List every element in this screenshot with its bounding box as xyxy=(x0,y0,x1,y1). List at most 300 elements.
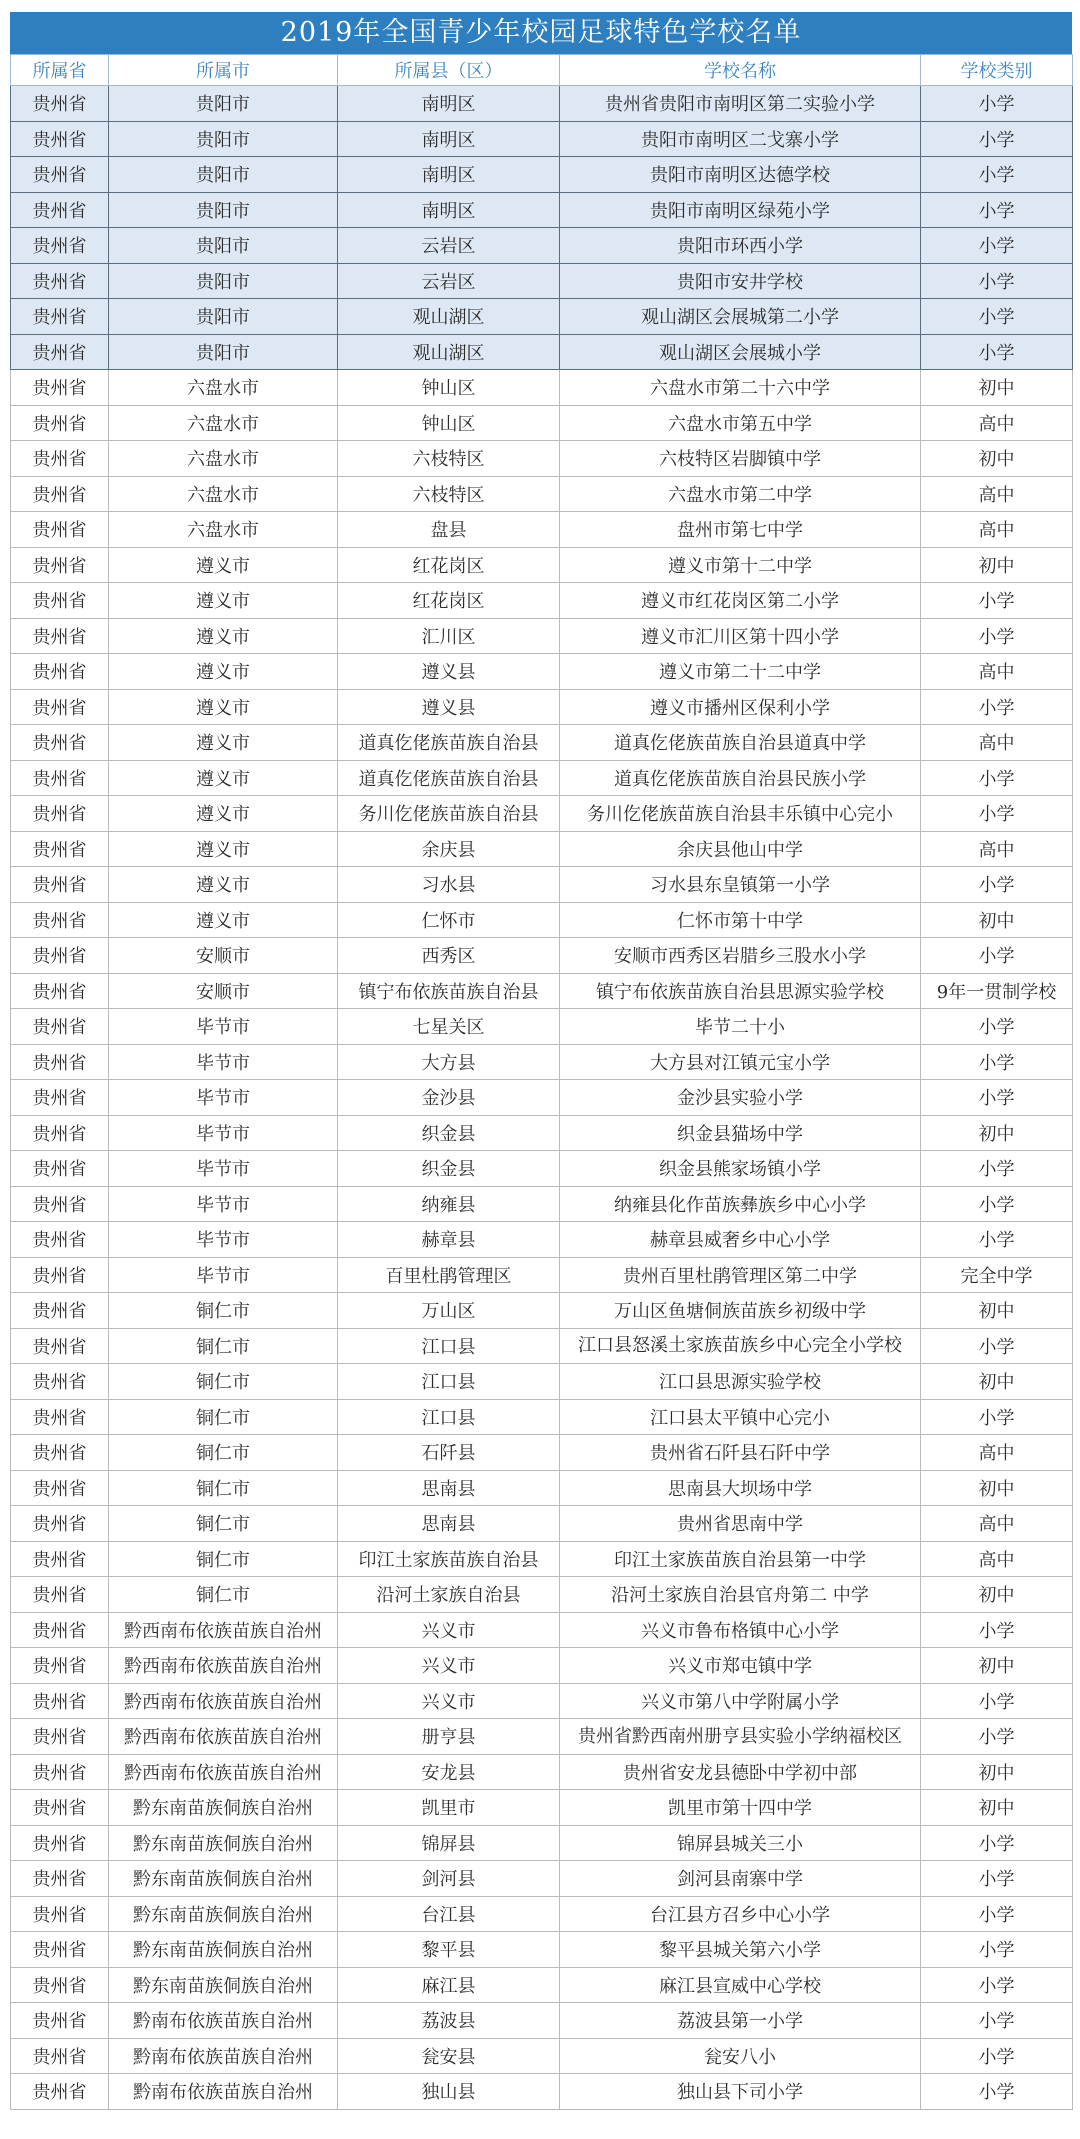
cell-county: 荔波县 xyxy=(338,2003,560,2039)
cell-city: 遵义市 xyxy=(109,547,338,583)
cell-county: 册亨县 xyxy=(338,1719,560,1755)
cell-province: 贵州省 xyxy=(11,973,109,1009)
cell-city: 铜仁市 xyxy=(109,1577,338,1613)
cell-province: 贵州省 xyxy=(11,334,109,370)
cell-school-type: 小学 xyxy=(921,1399,1073,1435)
cell-school-type: 小学 xyxy=(921,1080,1073,1116)
cell-province: 贵州省 xyxy=(11,1719,109,1755)
cell-school-name: 观山湖区会展城第二小学 xyxy=(560,299,921,335)
table-row xyxy=(11,1328,1073,1364)
cell-school-type: 高中 xyxy=(921,1435,1073,1471)
cell-province: 贵州省 xyxy=(11,689,109,725)
cell-province: 贵州省 xyxy=(11,1612,109,1648)
cell-school-type: 小学 xyxy=(921,299,1073,335)
cell-school-type: 小学 xyxy=(921,121,1073,157)
cell-county: 江口县 xyxy=(338,1399,560,1435)
cell-county: 云岩区 xyxy=(338,263,560,299)
cell-province: 贵州省 xyxy=(11,1470,109,1506)
cell-county: 南明区 xyxy=(338,192,560,228)
cell-school-name: 大方县对江镇元宝小学 xyxy=(560,1044,921,1080)
table-row xyxy=(11,1861,1073,1897)
cell-county: 南明区 xyxy=(338,157,560,193)
cell-school-name: 余庆县他山中学 xyxy=(560,831,921,867)
cell-city: 黔南布依族苗族自治州 xyxy=(109,2038,338,2074)
cell-school-name: 六盘水市第二中学 xyxy=(560,476,921,512)
cell-school-name: 贵阳市南明区二戈寨小学 xyxy=(560,121,921,157)
cell-province: 贵州省 xyxy=(11,405,109,441)
cell-school-type: 初中 xyxy=(921,1470,1073,1506)
cell-county: 余庆县 xyxy=(338,831,560,867)
cell-city: 黔南布依族苗族自治州 xyxy=(109,2074,338,2110)
cell-county: 道真仡佬族苗族自治县 xyxy=(338,760,560,796)
cell-city: 贵阳市 xyxy=(109,299,338,335)
cell-city: 铜仁市 xyxy=(109,1293,338,1329)
table-body xyxy=(11,86,1073,2110)
cell-province: 贵州省 xyxy=(11,2003,109,2039)
table-row xyxy=(11,547,1073,583)
cell-province: 贵州省 xyxy=(11,1115,109,1151)
cell-school-type: 小学 xyxy=(921,618,1073,654)
table-row xyxy=(11,263,1073,299)
cell-province: 贵州省 xyxy=(11,1293,109,1329)
cell-school-name: 贵阳市南明区达德学校 xyxy=(560,157,921,193)
cell-city: 铜仁市 xyxy=(109,1399,338,1435)
cell-city: 安顺市 xyxy=(109,938,338,974)
cell-city: 遵义市 xyxy=(109,796,338,832)
cell-school-name: 遵义市第十二中学 xyxy=(560,547,921,583)
cell-county: 织金县 xyxy=(338,1115,560,1151)
cell-province: 贵州省 xyxy=(11,1577,109,1613)
table-row xyxy=(11,405,1073,441)
table-title: 2019年全国青少年校园足球特色学校名单 xyxy=(10,12,1072,54)
table-row xyxy=(11,1044,1073,1080)
cell-city: 遵义市 xyxy=(109,760,338,796)
table-row xyxy=(11,1186,1073,1222)
cell-school-name: 江口县怒溪土家族苗族乡中心完全小学校 xyxy=(560,1328,921,1364)
cell-province: 贵州省 xyxy=(11,1186,109,1222)
cell-county: 兴义市 xyxy=(338,1612,560,1648)
header-row xyxy=(11,55,1073,86)
cell-city: 遵义市 xyxy=(109,867,338,903)
cell-school-type: 初中 xyxy=(921,370,1073,406)
cell-school-name: 金沙县实验小学 xyxy=(560,1080,921,1116)
cell-province: 贵州省 xyxy=(11,796,109,832)
cell-city: 遵义市 xyxy=(109,725,338,761)
table-row xyxy=(11,157,1073,193)
cell-school-name: 赫章县威奢乡中心小学 xyxy=(560,1222,921,1258)
cell-county: 瓮安县 xyxy=(338,2038,560,2074)
cell-school-type: 小学 xyxy=(921,228,1073,264)
table-row xyxy=(11,938,1073,974)
cell-school-type: 高中 xyxy=(921,725,1073,761)
cell-city: 遵义市 xyxy=(109,689,338,725)
cell-province: 贵州省 xyxy=(11,157,109,193)
cell-school-name: 思南县大坝场中学 xyxy=(560,1470,921,1506)
cell-province: 贵州省 xyxy=(11,512,109,548)
cell-city: 黔东南苗族侗族自治州 xyxy=(109,1967,338,2003)
cell-city: 遵义市 xyxy=(109,654,338,690)
table-row xyxy=(11,725,1073,761)
cell-city: 铜仁市 xyxy=(109,1541,338,1577)
header-province: 所属省 xyxy=(11,55,109,86)
sheet xyxy=(10,12,1072,2110)
cell-county: 南明区 xyxy=(338,121,560,157)
cell-school-type: 高中 xyxy=(921,1506,1073,1542)
cell-school-type: 初中 xyxy=(921,1754,1073,1790)
table-row xyxy=(11,1790,1073,1826)
cell-county: 习水县 xyxy=(338,867,560,903)
cell-school-name: 印江土家族苗族自治县第一中学 xyxy=(560,1541,921,1577)
cell-school-type: 小学 xyxy=(921,334,1073,370)
cell-school-type: 小学 xyxy=(921,2038,1073,2074)
table-row xyxy=(11,689,1073,725)
cell-school-name: 遵义市汇川区第十四小学 xyxy=(560,618,921,654)
cell-county: 遵义县 xyxy=(338,654,560,690)
cell-county: 黎平县 xyxy=(338,1932,560,1968)
cell-city: 毕节市 xyxy=(109,1257,338,1293)
cell-school-name: 凯里市第十四中学 xyxy=(560,1790,921,1826)
cell-school-name: 道真仡佬族苗族自治县民族小学 xyxy=(560,760,921,796)
cell-school-name: 独山县下司小学 xyxy=(560,2074,921,2110)
cell-city: 安顺市 xyxy=(109,973,338,1009)
cell-province: 贵州省 xyxy=(11,1861,109,1897)
cell-province: 贵州省 xyxy=(11,1790,109,1826)
cell-school-type: 小学 xyxy=(921,689,1073,725)
cell-county: 安龙县 xyxy=(338,1754,560,1790)
cell-school-name: 织金县猫场中学 xyxy=(560,1115,921,1151)
cell-school-type: 初中 xyxy=(921,547,1073,583)
cell-school-type: 小学 xyxy=(921,1186,1073,1222)
cell-school-type: 高中 xyxy=(921,405,1073,441)
cell-province: 贵州省 xyxy=(11,2038,109,2074)
cell-province: 贵州省 xyxy=(11,902,109,938)
table-row xyxy=(11,831,1073,867)
table-row xyxy=(11,1754,1073,1790)
cell-city: 贵阳市 xyxy=(109,192,338,228)
cell-province: 贵州省 xyxy=(11,760,109,796)
cell-county: 红花岗区 xyxy=(338,547,560,583)
table-row xyxy=(11,1577,1073,1613)
cell-school-name: 剑河县南寨中学 xyxy=(560,1861,921,1897)
cell-province: 贵州省 xyxy=(11,1151,109,1187)
cell-city: 黔西南布依族苗族自治州 xyxy=(109,1683,338,1719)
cell-province: 贵州省 xyxy=(11,1009,109,1045)
cell-county: 万山区 xyxy=(338,1293,560,1329)
table-row xyxy=(11,1648,1073,1684)
cell-province: 贵州省 xyxy=(11,1754,109,1790)
cell-school-type: 小学 xyxy=(921,1932,1073,1968)
cell-school-type: 初中 xyxy=(921,902,1073,938)
cell-school-type: 小学 xyxy=(921,1044,1073,1080)
cell-city: 毕节市 xyxy=(109,1044,338,1080)
table-row xyxy=(11,334,1073,370)
cell-city: 黔西南布依族苗族自治州 xyxy=(109,1612,338,1648)
cell-county: 西秀区 xyxy=(338,938,560,974)
cell-province: 贵州省 xyxy=(11,299,109,335)
cell-city: 黔东南苗族侗族自治州 xyxy=(109,1861,338,1897)
table-row xyxy=(11,1222,1073,1258)
cell-province: 贵州省 xyxy=(11,1257,109,1293)
cell-school-name: 江口县思源实验学校 xyxy=(560,1364,921,1400)
cell-city: 黔东南苗族侗族自治州 xyxy=(109,1896,338,1932)
cell-county: 凯里市 xyxy=(338,1790,560,1826)
cell-school-type: 小学 xyxy=(921,1967,1073,2003)
table-row xyxy=(11,370,1073,406)
table-row xyxy=(11,1293,1073,1329)
table-row xyxy=(11,476,1073,512)
table-row xyxy=(11,1719,1073,1755)
cell-province: 贵州省 xyxy=(11,725,109,761)
cell-province: 贵州省 xyxy=(11,476,109,512)
cell-county: 兴义市 xyxy=(338,1683,560,1719)
cell-city: 铜仁市 xyxy=(109,1506,338,1542)
cell-county: 沿河土家族自治县 xyxy=(338,1577,560,1613)
cell-city: 毕节市 xyxy=(109,1151,338,1187)
header-county: 所属县（区） xyxy=(338,55,560,86)
cell-school-name: 兴义市郑屯镇中学 xyxy=(560,1648,921,1684)
table-row xyxy=(11,121,1073,157)
table-row xyxy=(11,2074,1073,2110)
cell-province: 贵州省 xyxy=(11,1896,109,1932)
cell-county: 思南县 xyxy=(338,1470,560,1506)
cell-city: 遵义市 xyxy=(109,618,338,654)
table-row xyxy=(11,192,1073,228)
cell-school-name: 六盘水市第二十六中学 xyxy=(560,370,921,406)
cell-province: 贵州省 xyxy=(11,1825,109,1861)
cell-county: 六枝特区 xyxy=(338,441,560,477)
cell-province: 贵州省 xyxy=(11,867,109,903)
header-school-name: 学校名称 xyxy=(560,55,921,86)
cell-school-type: 小学 xyxy=(921,760,1073,796)
cell-county: 金沙县 xyxy=(338,1080,560,1116)
cell-county: 思南县 xyxy=(338,1506,560,1542)
cell-school-type: 小学 xyxy=(921,1222,1073,1258)
cell-county: 汇川区 xyxy=(338,618,560,654)
cell-school-type: 初中 xyxy=(921,1577,1073,1613)
cell-city: 贵阳市 xyxy=(109,334,338,370)
cell-school-name: 观山湖区会展城小学 xyxy=(560,334,921,370)
cell-city: 遵义市 xyxy=(109,902,338,938)
cell-province: 贵州省 xyxy=(11,263,109,299)
cell-province: 贵州省 xyxy=(11,1364,109,1400)
cell-county: 江口县 xyxy=(338,1364,560,1400)
table-row xyxy=(11,1151,1073,1187)
cell-city: 铜仁市 xyxy=(109,1328,338,1364)
cell-school-name: 江口县太平镇中心完小 xyxy=(560,1399,921,1435)
table-row xyxy=(11,2038,1073,2074)
cell-school-name: 兴义市第八中学附属小学 xyxy=(560,1683,921,1719)
cell-province: 贵州省 xyxy=(11,86,109,122)
cell-county: 大方县 xyxy=(338,1044,560,1080)
cell-city: 铜仁市 xyxy=(109,1435,338,1471)
cell-province: 贵州省 xyxy=(11,938,109,974)
cell-county: 麻江县 xyxy=(338,1967,560,2003)
cell-school-type: 完全中学 xyxy=(921,1257,1073,1293)
cell-school-name: 仁怀市第十中学 xyxy=(560,902,921,938)
cell-school-name: 贵州百里杜鹃管理区第二中学 xyxy=(560,1257,921,1293)
cell-county: 务川仡佬族苗族自治县 xyxy=(338,796,560,832)
cell-school-type: 初中 xyxy=(921,1648,1073,1684)
table-row xyxy=(11,1683,1073,1719)
cell-county: 六枝特区 xyxy=(338,476,560,512)
cell-city: 贵阳市 xyxy=(109,121,338,157)
cell-school-name: 锦屏县城关三小 xyxy=(560,1825,921,1861)
cell-province: 贵州省 xyxy=(11,1967,109,2003)
cell-school-type: 小学 xyxy=(921,1825,1073,1861)
cell-school-type: 高中 xyxy=(921,1541,1073,1577)
cell-province: 贵州省 xyxy=(11,121,109,157)
cell-school-name: 贵州省黔西南州册亨县实验小学纳福校区 xyxy=(560,1719,921,1755)
table-row xyxy=(11,902,1073,938)
cell-school-type: 小学 xyxy=(921,938,1073,974)
cell-county: 南明区 xyxy=(338,86,560,122)
cell-school-name: 黎平县城关第六小学 xyxy=(560,1932,921,1968)
cell-county: 台江县 xyxy=(338,1896,560,1932)
cell-city: 六盘水市 xyxy=(109,476,338,512)
cell-city: 黔南布依族苗族自治州 xyxy=(109,2003,338,2039)
cell-school-type: 高中 xyxy=(921,476,1073,512)
cell-school-name: 兴义市鲁布格镇中心小学 xyxy=(560,1612,921,1648)
cell-province: 贵州省 xyxy=(11,228,109,264)
table-row xyxy=(11,1932,1073,1968)
cell-county: 道真仡佬族苗族自治县 xyxy=(338,725,560,761)
table-row xyxy=(11,1399,1073,1435)
cell-school-name: 万山区鱼塘侗族苗族乡初级中学 xyxy=(560,1293,921,1329)
cell-school-type: 小学 xyxy=(921,1683,1073,1719)
cell-city: 六盘水市 xyxy=(109,441,338,477)
cell-school-name: 毕节二十小 xyxy=(560,1009,921,1045)
table-row xyxy=(11,654,1073,690)
cell-city: 毕节市 xyxy=(109,1009,338,1045)
table-row xyxy=(11,1115,1073,1151)
table-row xyxy=(11,1541,1073,1577)
cell-school-type: 小学 xyxy=(921,1861,1073,1897)
cell-province: 贵州省 xyxy=(11,192,109,228)
cell-city: 六盘水市 xyxy=(109,370,338,406)
cell-province: 贵州省 xyxy=(11,1080,109,1116)
cell-school-type: 高中 xyxy=(921,512,1073,548)
table-row xyxy=(11,1825,1073,1861)
cell-city: 贵阳市 xyxy=(109,86,338,122)
cell-school-name: 贵阳市南明区绿苑小学 xyxy=(560,192,921,228)
cell-county: 江口县 xyxy=(338,1328,560,1364)
cell-province: 贵州省 xyxy=(11,1222,109,1258)
table-row xyxy=(11,1506,1073,1542)
table-row xyxy=(11,1967,1073,2003)
school-table xyxy=(10,54,1073,2110)
cell-province: 贵州省 xyxy=(11,1506,109,1542)
table-row xyxy=(11,2003,1073,2039)
cell-city: 毕节市 xyxy=(109,1222,338,1258)
cell-city: 毕节市 xyxy=(109,1080,338,1116)
cell-county: 锦屏县 xyxy=(338,1825,560,1861)
cell-county: 钟山区 xyxy=(338,370,560,406)
cell-province: 贵州省 xyxy=(11,1541,109,1577)
cell-school-name: 贵州省贵阳市南明区第二实验小学 xyxy=(560,86,921,122)
cell-city: 贵阳市 xyxy=(109,228,338,264)
cell-county: 钟山区 xyxy=(338,405,560,441)
cell-school-name: 习水县东皇镇第一小学 xyxy=(560,867,921,903)
cell-school-name: 六盘水市第五中学 xyxy=(560,405,921,441)
cell-school-type: 高中 xyxy=(921,831,1073,867)
cell-school-type: 小学 xyxy=(921,583,1073,619)
cell-school-type: 初中 xyxy=(921,1293,1073,1329)
cell-school-name: 荔波县第一小学 xyxy=(560,2003,921,2039)
cell-school-name: 遵义市第二十二中学 xyxy=(560,654,921,690)
cell-province: 贵州省 xyxy=(11,1683,109,1719)
cell-school-name: 贵州省安龙县德卧中学初中部 xyxy=(560,1754,921,1790)
cell-school-type: 初中 xyxy=(921,1790,1073,1826)
cell-school-name: 麻江县宣威中心学校 xyxy=(560,1967,921,2003)
cell-city: 铜仁市 xyxy=(109,1470,338,1506)
cell-school-name: 镇宁布依族苗族自治县思源实验学校 xyxy=(560,973,921,1009)
cell-city: 黔东南苗族侗族自治州 xyxy=(109,1825,338,1861)
cell-school-name: 遵义市红花岗区第二小学 xyxy=(560,583,921,619)
cell-county: 兴义市 xyxy=(338,1648,560,1684)
header-city: 所属市 xyxy=(109,55,338,86)
cell-county: 仁怀市 xyxy=(338,902,560,938)
table-row xyxy=(11,867,1073,903)
table-row xyxy=(11,299,1073,335)
cell-province: 贵州省 xyxy=(11,583,109,619)
cell-school-type: 小学 xyxy=(921,1612,1073,1648)
table-row xyxy=(11,86,1073,122)
cell-school-name: 瓮安八小 xyxy=(560,2038,921,2074)
cell-province: 贵州省 xyxy=(11,441,109,477)
cell-county: 遵义县 xyxy=(338,689,560,725)
cell-city: 铜仁市 xyxy=(109,1364,338,1400)
cell-school-type: 小学 xyxy=(921,1719,1073,1755)
table-row xyxy=(11,618,1073,654)
cell-school-name: 遵义市播州区保利小学 xyxy=(560,689,921,725)
cell-school-type: 小学 xyxy=(921,1328,1073,1364)
table-row xyxy=(11,1257,1073,1293)
table-row xyxy=(11,1009,1073,1045)
table-row xyxy=(11,583,1073,619)
cell-county: 云岩区 xyxy=(338,228,560,264)
cell-school-name: 纳雍县化作苗族彝族乡中心小学 xyxy=(560,1186,921,1222)
cell-province: 贵州省 xyxy=(11,547,109,583)
cell-county: 石阡县 xyxy=(338,1435,560,1471)
cell-school-type: 小学 xyxy=(921,86,1073,122)
cell-county: 织金县 xyxy=(338,1151,560,1187)
cell-county: 剑河县 xyxy=(338,1861,560,1897)
cell-school-name: 沿河土家族自治县官舟第二 中学 xyxy=(560,1577,921,1613)
cell-province: 贵州省 xyxy=(11,2074,109,2110)
cell-school-type: 高中 xyxy=(921,654,1073,690)
cell-county: 印江土家族苗族自治县 xyxy=(338,1541,560,1577)
cell-school-name: 盘州市第七中学 xyxy=(560,512,921,548)
cell-school-type: 小学 xyxy=(921,1151,1073,1187)
table-row xyxy=(11,1080,1073,1116)
cell-county: 纳雍县 xyxy=(338,1186,560,1222)
cell-school-type: 小学 xyxy=(921,2003,1073,2039)
cell-school-type: 小学 xyxy=(921,796,1073,832)
cell-province: 贵州省 xyxy=(11,1399,109,1435)
cell-county: 独山县 xyxy=(338,2074,560,2110)
cell-county: 七星关区 xyxy=(338,1009,560,1045)
cell-province: 贵州省 xyxy=(11,370,109,406)
table-row xyxy=(11,1612,1073,1648)
cell-school-type: 小学 xyxy=(921,867,1073,903)
cell-county: 赫章县 xyxy=(338,1222,560,1258)
table-row xyxy=(11,1896,1073,1932)
cell-province: 贵州省 xyxy=(11,1044,109,1080)
cell-school-type: 小学 xyxy=(921,192,1073,228)
cell-school-name: 贵阳市环西小学 xyxy=(560,228,921,264)
cell-city: 黔东南苗族侗族自治州 xyxy=(109,1932,338,1968)
cell-county: 观山湖区 xyxy=(338,334,560,370)
